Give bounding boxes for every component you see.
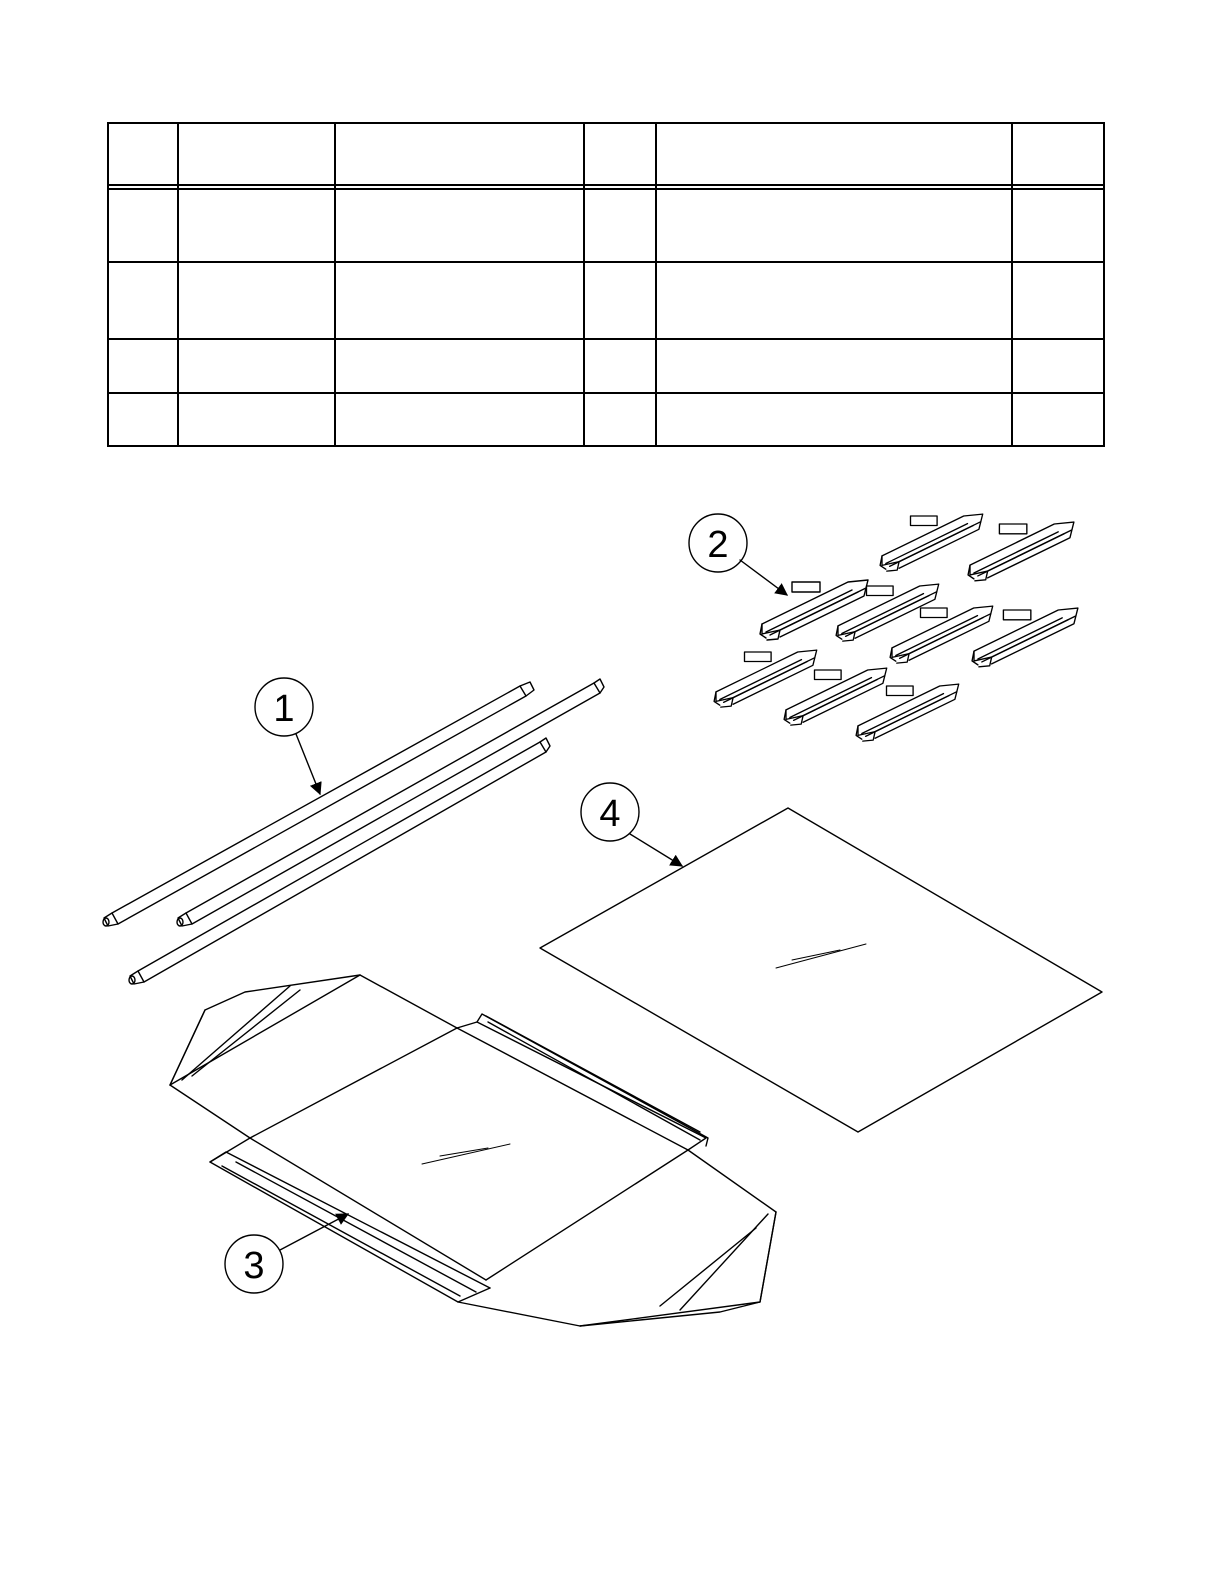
table-cell <box>585 394 655 445</box>
table-cell <box>1013 263 1105 338</box>
callout-number-2: 2 <box>707 524 729 566</box>
header-cell <box>657 122 1011 184</box>
header-cell <box>1013 122 1105 184</box>
table-cell <box>179 263 334 338</box>
rod <box>129 738 550 984</box>
table-cell <box>657 190 1011 261</box>
table-cell <box>179 190 334 261</box>
table-cell <box>107 394 177 445</box>
table-cell <box>107 263 177 338</box>
callout-4 <box>581 783 682 866</box>
header-cell <box>179 122 334 184</box>
table-cell <box>179 394 334 445</box>
table-cell <box>657 263 1011 338</box>
flat-sheet <box>540 808 1102 1132</box>
table-cell <box>1013 340 1105 392</box>
table-cell <box>585 340 655 392</box>
table-cell <box>585 190 655 261</box>
header-cell <box>107 122 177 184</box>
table-cell <box>336 394 583 445</box>
header-cell <box>585 122 655 184</box>
exploded-parts-drawing <box>0 460 1225 1360</box>
table-cell <box>657 340 1011 392</box>
callout-number-4: 4 <box>599 793 621 835</box>
table-cell <box>585 263 655 338</box>
header-cell <box>336 122 583 184</box>
table-cell <box>1013 394 1105 445</box>
table-cell <box>1013 190 1105 261</box>
table-cell <box>336 340 583 392</box>
rod <box>103 682 534 926</box>
table-cell <box>657 394 1011 445</box>
table-cell <box>107 340 177 392</box>
table-cell <box>336 263 583 338</box>
callout-number-3: 3 <box>243 1245 265 1287</box>
callout-2 <box>689 514 787 595</box>
parts-table <box>107 122 1105 447</box>
header-rule-top <box>107 184 1105 186</box>
callout-number-1: 1 <box>273 688 295 730</box>
table-cell <box>336 190 583 261</box>
table-cell <box>179 340 334 392</box>
rod <box>177 679 604 926</box>
table-cell <box>107 190 177 261</box>
rods-group <box>103 679 604 984</box>
clips-group <box>714 514 1078 741</box>
